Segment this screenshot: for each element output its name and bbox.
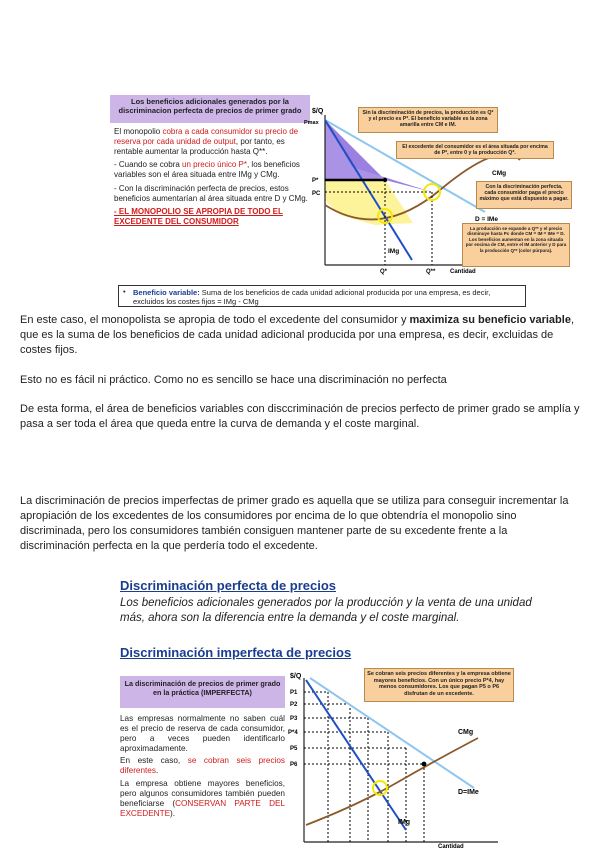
highlight-circle [373, 781, 387, 795]
cmg-label: CMg [458, 729, 474, 736]
slide3-text: Las empresas normalmente no saben cuál es el precio de reserva de cada consumidor, pero a veces pueden identificarlo aproximadamente. En este caso, se cobran seis precios diferentes. La empresa obtiene mayores beneficios, pero algunos consumidores también pueden beneficiarse (CONSERVAN PARTE DEL EXCEDENTE). [120, 714, 285, 818]
cmg-curve [306, 738, 478, 825]
pstar-label: P* [312, 178, 319, 184]
slide-perfect-discrimination [110, 95, 572, 313]
demand-label: D = IMe [475, 216, 498, 223]
slide1-text: El monopolio cobra a cada consumidor su precio de reserva por cada unidad de output, por tanto, es rentable aumentar la producción hasta Q**. - Cuando se cobra un precio único P*, los beneficios variables son el área situada entre IMg y CMg. - Con la discriminación perfecta de precios, estos beneficios aumentarían al área situada entre D y CMg. - EL MONOPOLIO SE APROPIA DE TODO EL EXCEDENTE DEL CONSUMIDOR [114, 127, 308, 226]
variable-profit-yellow-area [325, 180, 413, 225]
qss-label: Q** [426, 269, 436, 275]
paragraph-1: En este caso, el monopolista se apropia de todo el excedente del consumidor y maximiza su beneficio variable, que es la suma de los beneficios de cada unidad adicional producida por una empresa, es decir, excluidas de costes fijos. [20, 314, 574, 356]
info-box-six-prices: Se cobran seis precios diferentes y la empresa obtiene mayores beneficios. Con un único precio P*4, hay menos consumidores. Los que pagan P5 o P6 disfrutan de un excedente. [364, 668, 514, 702]
slide3-title: Discriminación imperfecta de precios [120, 645, 352, 660]
qstar-label: Q* [380, 269, 388, 275]
info-box-no-discrimination: Sin la discriminación de precios, la producción es Q* y el precio es P*. El beneficio variable es la zona amarilla entre CM e IM. [358, 107, 498, 133]
y-axis-label: $/Q [312, 108, 324, 115]
bullet-icon: • [123, 287, 126, 296]
p2-label: P2 [290, 702, 298, 708]
variable-profit-definition: • Beneficio variable: Suma de los beneficios de cada unidad adicional producida por una empresa, es decir, excluidos los costes fijos = IMg - CMg [118, 285, 526, 307]
y-axis-label: $/Q [290, 673, 302, 680]
paragraph-3: De esta forma, el área de beneficios variables con disccriminación de precios perfecto de primer grado se amplía y pasa a ser toda el área que queda entre la curva de demanda y el coste marginal. [20, 403, 580, 430]
slide2-text: Los beneficios adicionales generados por la producción y la venta de una unidad más, ahora son la diferencia entre la demanda y el coste marginal. [120, 597, 532, 624]
equilibrium-point [422, 762, 427, 767]
paragraph-4: La discriminación de precios imperfectas de primer grado es aquella que se utiliza para conseguir incrementar la apropiación de los excedentes de los consumidores por encima de lo que obtendría el monopolio sino discriminada, pero los consumidores también consiguen mantener parte de su excedente frente a la discriminación perfecta en la que perdería todo el excedente. [20, 495, 569, 552]
p4-label: P*4 [288, 730, 298, 736]
p3-label: P3 [290, 716, 298, 722]
info-box-perfect-discrimination: Con la discriminación perfecta, cada consumidor paga el precio máximo que está dispuesto a pagar. [476, 181, 572, 209]
img-label: IMg [388, 248, 400, 255]
x-axis-label: Cantidad [450, 269, 476, 275]
p5-label: P5 [290, 746, 298, 752]
paragraph-2: Esto no es fácil ni práctico. Como no es sencillo se hace una discriminación no perfecta [20, 374, 447, 386]
p1-label: P1 [290, 690, 298, 696]
img-line [306, 680, 406, 830]
img-label: IMg [398, 819, 411, 826]
p6-label: P6 [290, 762, 298, 768]
demand-label: D=IMe [458, 789, 479, 796]
pstar-point [383, 178, 387, 182]
cmg-label: CMg [492, 170, 507, 177]
info-box-expansion: La producción se expande a Q** y el precio disminuye hasta Pc donde CM = IM = IMe = D. Los beneficios aumentan en la zona situada por encima de CM, entre el IM anterior y D para la producción Q** (color púrpura). [462, 223, 570, 267]
slide3-heading: La discriminación de precios de primer grado en la práctica (IMPERFECTA) [120, 676, 285, 708]
slide2-title: Discriminación perfecta de precios [120, 578, 337, 593]
pc-label: PC [312, 191, 321, 197]
x-axis-label: Cantidad [438, 844, 464, 848]
slide1-heading: Los beneficios adicionales generados por la discriminacion perfecta de precios de primer grado [110, 95, 310, 123]
pmax-label: Pmax [304, 120, 319, 126]
info-box-consumer-surplus: El excedente del consumidor es el área situada por encima de P*, entre 0 y la producción Q*. [396, 141, 554, 159]
